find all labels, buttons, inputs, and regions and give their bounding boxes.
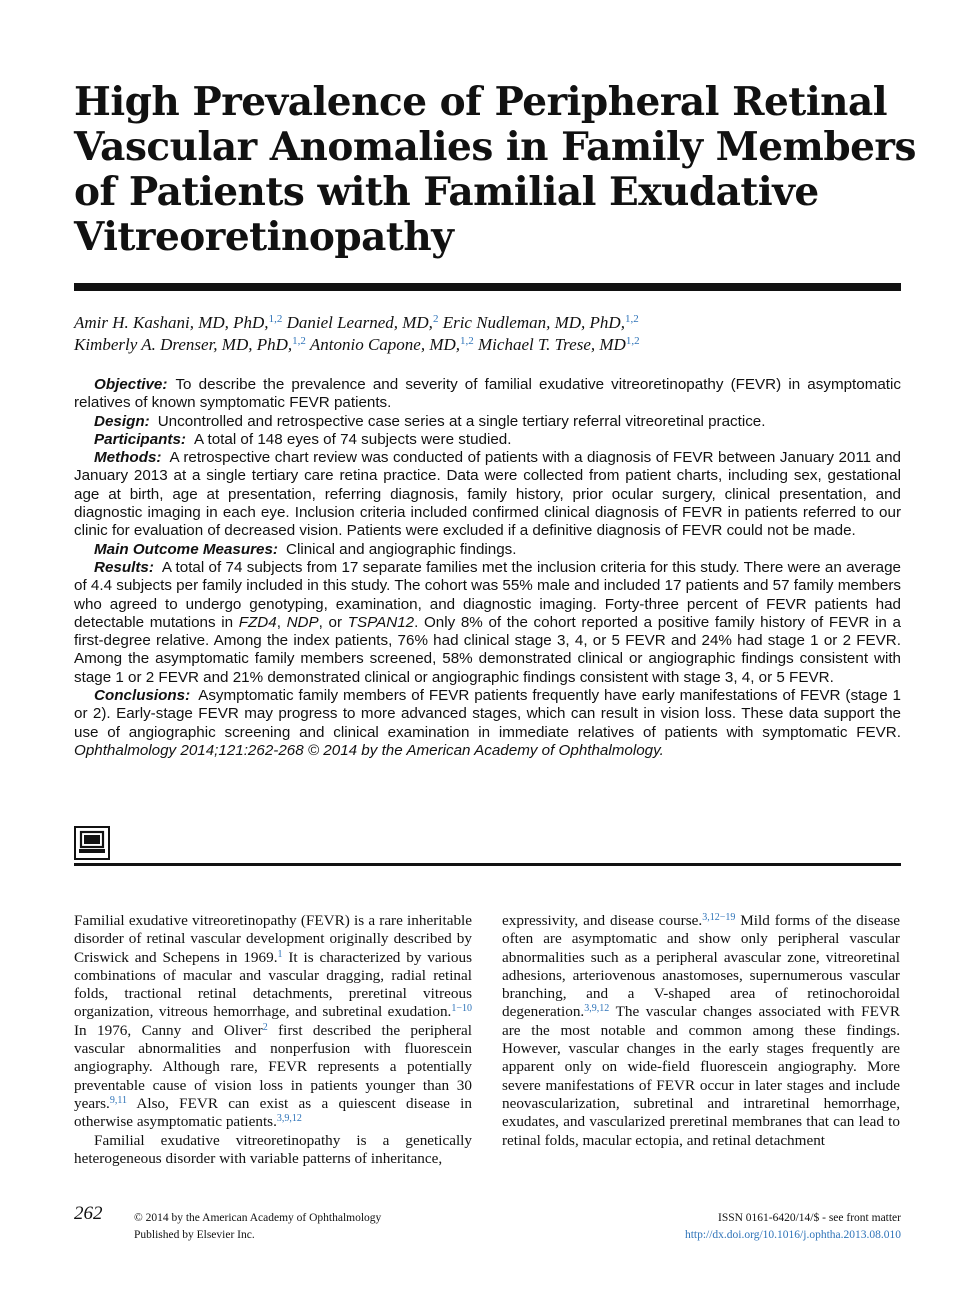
abstract-text: Asymptomatic family members of FEVR patients frequently have early manifestations of FEVR (stage 1 or 2). Early-stage FEVR may progress to more advanced stages, which can result in vision loss. These data support the use of angiographic screening and clinical examination in immediate relatives of patients with symptomatic FEVR.: [74, 687, 901, 741]
abstract-objective: [74, 376, 901, 413]
abstract-text: Clinical and angiographic findings.: [286, 540, 517, 558]
title-line: High Prevalence of Peripheral Retinal: [74, 79, 888, 125]
author-affiliation[interactable]: 1,2: [268, 313, 283, 325]
abstract-conclusions: [74, 687, 901, 760]
abstract-results: [74, 559, 901, 687]
footer-copyright: [134, 1210, 381, 1244]
abstract-label: Participants:: [94, 430, 186, 448]
abstract-text: A retrospective chart review was conducted of patients with a diagnosis of FEVR between January 2011 and January 2013 at a single tertiary care retina practice. Data were collected from patient charts, including sex, gestational age at birth, age at presentation, referring diagnosis, family history, prior ocular surgery, clinical presentation, and diagnostic imaging in each eye. Inclusion criteria included confirmed clinical diagnosis of FEVR in patients referred to our clinic for evaluation of decreased vision. Patients were excluded if a definitive diagnosis of FEVR could not be made.: [74, 449, 901, 540]
monitor-glyph: [76, 828, 108, 858]
abstract-methods: [74, 449, 901, 540]
author-affiliation[interactable]: 1,2: [624, 313, 639, 325]
abstract-text: A total of 148 eyes of 74 subjects were studied.: [194, 430, 512, 448]
reference-link[interactable]: 3,9,12: [276, 1113, 302, 1125]
abstract-label: Design:: [94, 412, 150, 430]
issn-text: ISSN 0161-6420/14/$ - see front matter: [717, 1212, 901, 1224]
abstract-participants: [74, 431, 901, 449]
body-text: It is characterized by various combinations of macular and vascular dragging, radial retinal folds, tractional retinal detachments, preretinal vitreous organization, vitreous hemorrhage, and subretinal exudation.: [74, 948, 472, 1021]
author-line: [74, 334, 901, 356]
body-text: expressivity, and disease course.: [502, 912, 703, 929]
reference-link[interactable]: 1: [277, 948, 283, 960]
author-name: Michael T. Trese, MD: [478, 335, 626, 354]
body-text: Mild forms of the disease often are asymptomatic and show only peripheral vascular abnormalities such as a peripheral avascular zone, vitreoretinal adhesions, arteriovenous anastomoses, supernumerous vascular branching, and a V-shaped area of retinochoroidal degeneration.: [502, 912, 900, 1021]
author-list: [74, 312, 901, 356]
page-number: 262: [74, 1203, 103, 1224]
abstract-outcome: [74, 541, 901, 559]
abstract-text: A total of 74 subjects from 17 separate families met the inclusion criteria for this study. There were an average of 4.4 subjects per family included in this study. The cohort was 55% male and included 17 patients and 57 family members who agreed to undergo genotyping, examination, and diagnostic imaging. Forty-three percent of FEVR patients had detectable mutations in: [74, 558, 901, 631]
author-name: Daniel Learned, MD,: [286, 313, 433, 332]
publisher-text: Published by Elsevier Inc.: [134, 1229, 255, 1241]
abstract: [74, 376, 901, 760]
article-title: [74, 79, 916, 260]
footer-issn: [685, 1210, 901, 1244]
separator: , or: [318, 613, 343, 631]
body-paragraph: [74, 912, 472, 1132]
reference-link[interactable]: 3,9,12: [584, 1003, 610, 1015]
separator: ,: [276, 613, 281, 631]
gene-name: FZD4: [238, 613, 277, 631]
body-paragraph: Familial exudative vitreoretinopathy is a genetically heterogeneous disorder with variable patterns of inheritance,: [74, 1131, 472, 1167]
title-line: Vitreoretinopathy: [74, 214, 454, 260]
abstract-label: Methods:: [94, 449, 162, 467]
gene-name: NDP: [286, 613, 319, 631]
reference-link[interactable]: 1−10: [451, 1003, 472, 1015]
citation: Ophthalmology 2014;121:262-268 © 2014 by the American Academy of Ophthalmology.: [74, 741, 664, 759]
body-column-right: [502, 912, 900, 1150]
author-name: Amir H. Kashani, MD, PhD,: [74, 313, 269, 332]
doi-link[interactable]: http://dx.doi.org/10.1016/j.ophtha.2013.08.010: [684, 1229, 901, 1241]
author-name: Kimberly A. Drenser, MD, PhD,: [74, 335, 293, 354]
reference-link[interactable]: 3,12−19: [702, 912, 736, 923]
author-affiliation[interactable]: 1,2: [292, 335, 306, 347]
copyright-text: © 2014 by the American Academy of Ophthalmology: [134, 1212, 382, 1224]
body-text: The vascular changes associated with FEVR are the most notable and common among these findings. However, vascular changes in the early stages frequently are apparent only on wide-field fluorescein angiography. More severe manifestations of FEVR occur in later stages and include neovascularization, subretinal and intraretinal hemorrhage, exudates, and vascularized preretinal membranes that can lead to retinal folds, macular ectopia, and retinal detachment: [502, 1003, 900, 1149]
body-text: Also, FEVR can exist as a quiescent disease in otherwise asymptomatic patients.: [74, 1094, 472, 1131]
body-column-left: [74, 912, 472, 1168]
body-text: In 1976, Canny and Oliver: [74, 1021, 263, 1039]
abstract-divider: [74, 863, 901, 866]
body-text: first described the peripheral vascular abnormalities and nonperfusion with fluorescein angiography. Although rare, FEVR represents a potentially preventable cause of vision loss in patients younger than 30 years.: [74, 1021, 472, 1112]
abstract-label: Main Outcome Measures:: [94, 540, 278, 558]
body-paragraph: [502, 912, 900, 1150]
author-affiliation[interactable]: 1,2: [460, 335, 474, 347]
monitor-icon[interactable]: [74, 826, 110, 860]
author-name: Eric Nudleman, MD, PhD,: [442, 313, 625, 332]
abstract-text: To describe the prevalence and severity of familial exudative vitreoretinopathy (FEVR) in asymptomatic relatives of known symptomatic FEVR patients.: [74, 376, 901, 412]
title-line: of Patients with Familial Exudative: [74, 169, 819, 215]
author-name: Antonio Capone, MD,: [309, 335, 461, 354]
abstract-text: Uncontrolled and retrospective case series at a single tertiary referral vitreoretinal practice.: [157, 412, 766, 430]
reference-link[interactable]: 2: [262, 1021, 268, 1033]
reference-link[interactable]: 9,11: [109, 1094, 127, 1106]
abstract-label: Conclusions:: [94, 687, 191, 705]
abstract-design: [74, 413, 901, 431]
title-line: Vascular Anomalies in Family Members: [74, 124, 916, 170]
abstract-label: Results:: [94, 558, 154, 576]
gene-name: TSPAN12: [347, 613, 415, 631]
author-affiliation[interactable]: 2: [432, 313, 439, 325]
abstract-text: . Only 8% of the cohort reported a positive family history of FEVR in a first-degree relative. Among the index patients, 76% had clinical stage 3, 4, or 5 FEVR and 24% had stage 1 or 2 FEVR. Among the asymptomatic family members screened, 58% demonstrated clinical or angiographic findings consistent with stage 1 or 2 FEVR and 21% demonstrated clinical or angiographic findings consistent with stage 3, 4, or 5 FEVR.: [74, 613, 901, 686]
author-line: [74, 312, 901, 334]
abstract-label: Objective:: [94, 376, 168, 393]
body-text: Familial exudative vitreoretinopathy (FEVR) is a rare inheritable disorder of retinal vascular development originally described by Criswick and Schepens in 1969.: [74, 912, 472, 966]
title-divider: [74, 283, 901, 291]
author-affiliation[interactable]: 1,2: [625, 335, 640, 347]
